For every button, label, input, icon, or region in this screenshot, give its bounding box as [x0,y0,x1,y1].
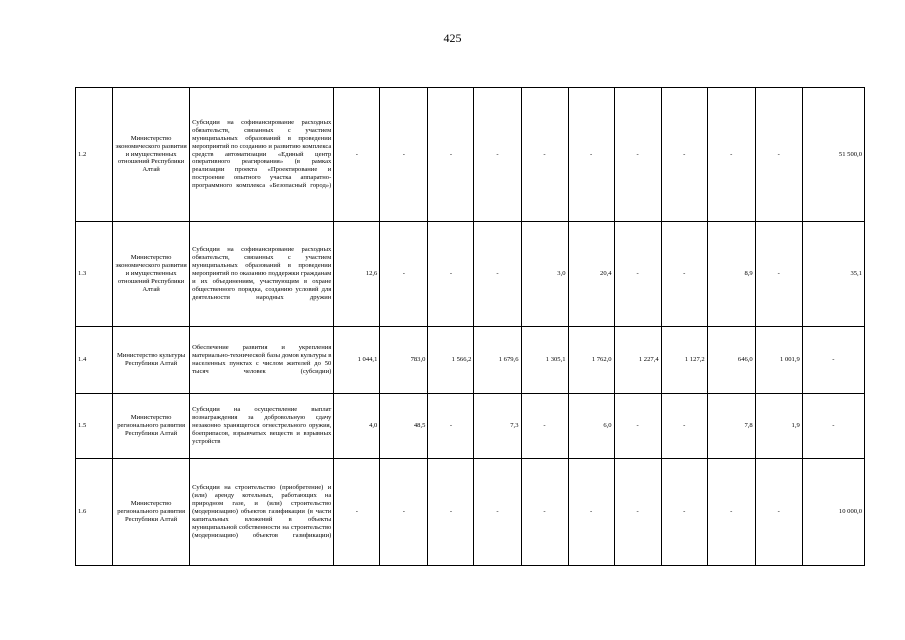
page-number: 425 [443,31,462,45]
value-cell: 8,9 [707,222,755,327]
value-cell: 3,0 [521,222,568,327]
value-cell: 1,9 [755,394,802,459]
description-cell: Обеспечение развития и укрепления материально-технической базы домов культуры в населенных пунктах с числом жителей до 50 тысяч человек (субсидии) [190,327,334,394]
value-cell: - [568,459,614,566]
value-cell: 1 001,9 [755,327,802,394]
value-cell: 1 305,1 [521,327,568,394]
value-cell: 7,8 [707,394,755,459]
value-cell: - [661,222,707,327]
table-row [76,88,865,222]
row-number: 1.4 [76,327,113,394]
value-cell: 12,6 [334,222,380,327]
value-cell: 20,4 [568,222,614,327]
value-cell: 7,3 [474,394,521,459]
value-cell: - [614,394,661,459]
value-cell: - [521,394,568,459]
value-cell: 4,0 [334,394,380,459]
value-cell: - [380,222,428,327]
value-cell: - [755,222,802,327]
value-cell: - [614,459,661,566]
value-cell: - [521,88,568,222]
value-cell: 10 000,0 [802,459,864,566]
value-cell: - [614,222,661,327]
budget-table [75,87,865,566]
organization-cell: Министерство регионального развития Республики Алтай [113,459,190,566]
row-number: 1.5 [76,394,113,459]
description-cell: Субсидии на софинансирование расходных обязательств, связанных с участием муниципальных образований в проведении мероприятий по оказанию поддержки гражданам и их объединениям, участвующим в охране общественного порядка, созданию условий для деятельности народных дружин [190,222,334,327]
value-cell: - [614,88,661,222]
table-row [76,222,865,327]
row-number: 1.6 [76,459,113,566]
value-cell: - [755,88,802,222]
value-cell: 646,0 [707,327,755,394]
value-cell: - [802,394,864,459]
value-cell: 48,5 [380,394,428,459]
value-cell: - [707,459,755,566]
organization-cell: Министерство экономического развития и имущественных отношений Республики Алтай [113,88,190,222]
value-cell: - [755,459,802,566]
value-cell: 1 566,2 [428,327,474,394]
table-row [76,459,865,566]
description-cell: Субсидии на строительство (приобретение) и (или) аренду котельных, работающих на природном газе, и (или) строительство (модернизацию) объектов газификации (в части капитальных вложений в объекты муниципальной собственности на строительство (модернизацию) объектов газификации) [190,459,334,566]
value-cell: 1 679,6 [474,327,521,394]
value-cell: - [428,222,474,327]
value-cell: - [380,459,428,566]
value-cell: 1 127,2 [661,327,707,394]
value-cell: - [661,88,707,222]
value-cell: - [707,88,755,222]
value-cell: 1 044,1 [334,327,380,394]
value-cell: - [428,88,474,222]
table-row [76,327,865,394]
value-cell: 1 762,0 [568,327,614,394]
value-cell: - [428,459,474,566]
value-cell: - [802,327,864,394]
value-cell: 51 500,0 [802,88,864,222]
value-cell: 1 227,4 [614,327,661,394]
row-number: 1.2 [76,88,113,222]
table-body [76,88,865,566]
value-cell: - [474,88,521,222]
value-cell: - [474,222,521,327]
value-cell: - [334,459,380,566]
value-cell: 35,1 [802,222,864,327]
organization-cell: Министерство культуры Республики Алтай [113,327,190,394]
value-cell: - [474,459,521,566]
value-cell: 6,0 [568,394,614,459]
value-cell: - [661,459,707,566]
value-cell: - [428,394,474,459]
value-cell: - [380,88,428,222]
row-number: 1.3 [76,222,113,327]
organization-cell: Министерство регионального развития Республики Алтай [113,394,190,459]
description-cell: Субсидии на осуществление выплат вознаграждения за добровольную сдачу незаконно хранящегося огнестрельного оружия, боеприпасов, взрывчатых веществ и взрывных устройств [190,394,334,459]
table-row [76,394,865,459]
value-cell: - [334,88,380,222]
value-cell: 783,0 [380,327,428,394]
organization-cell: Министерство экономического развития и имущественных отношений Республики Алтай [113,222,190,327]
value-cell: - [661,394,707,459]
value-cell: - [521,459,568,566]
value-cell: - [568,88,614,222]
description-cell: Субсидии на софинансирование расходных обязательств, связанных с участием муниципальных образований в проведении мероприятий по созданию и развитию комплекса средств автоматизации «Единый центр оперативного реагирования» (в рамках реализации проекта «Проектирование и построение опытного участка аппаратно-программного комплекса «Безопасный город») [190,88,334,222]
